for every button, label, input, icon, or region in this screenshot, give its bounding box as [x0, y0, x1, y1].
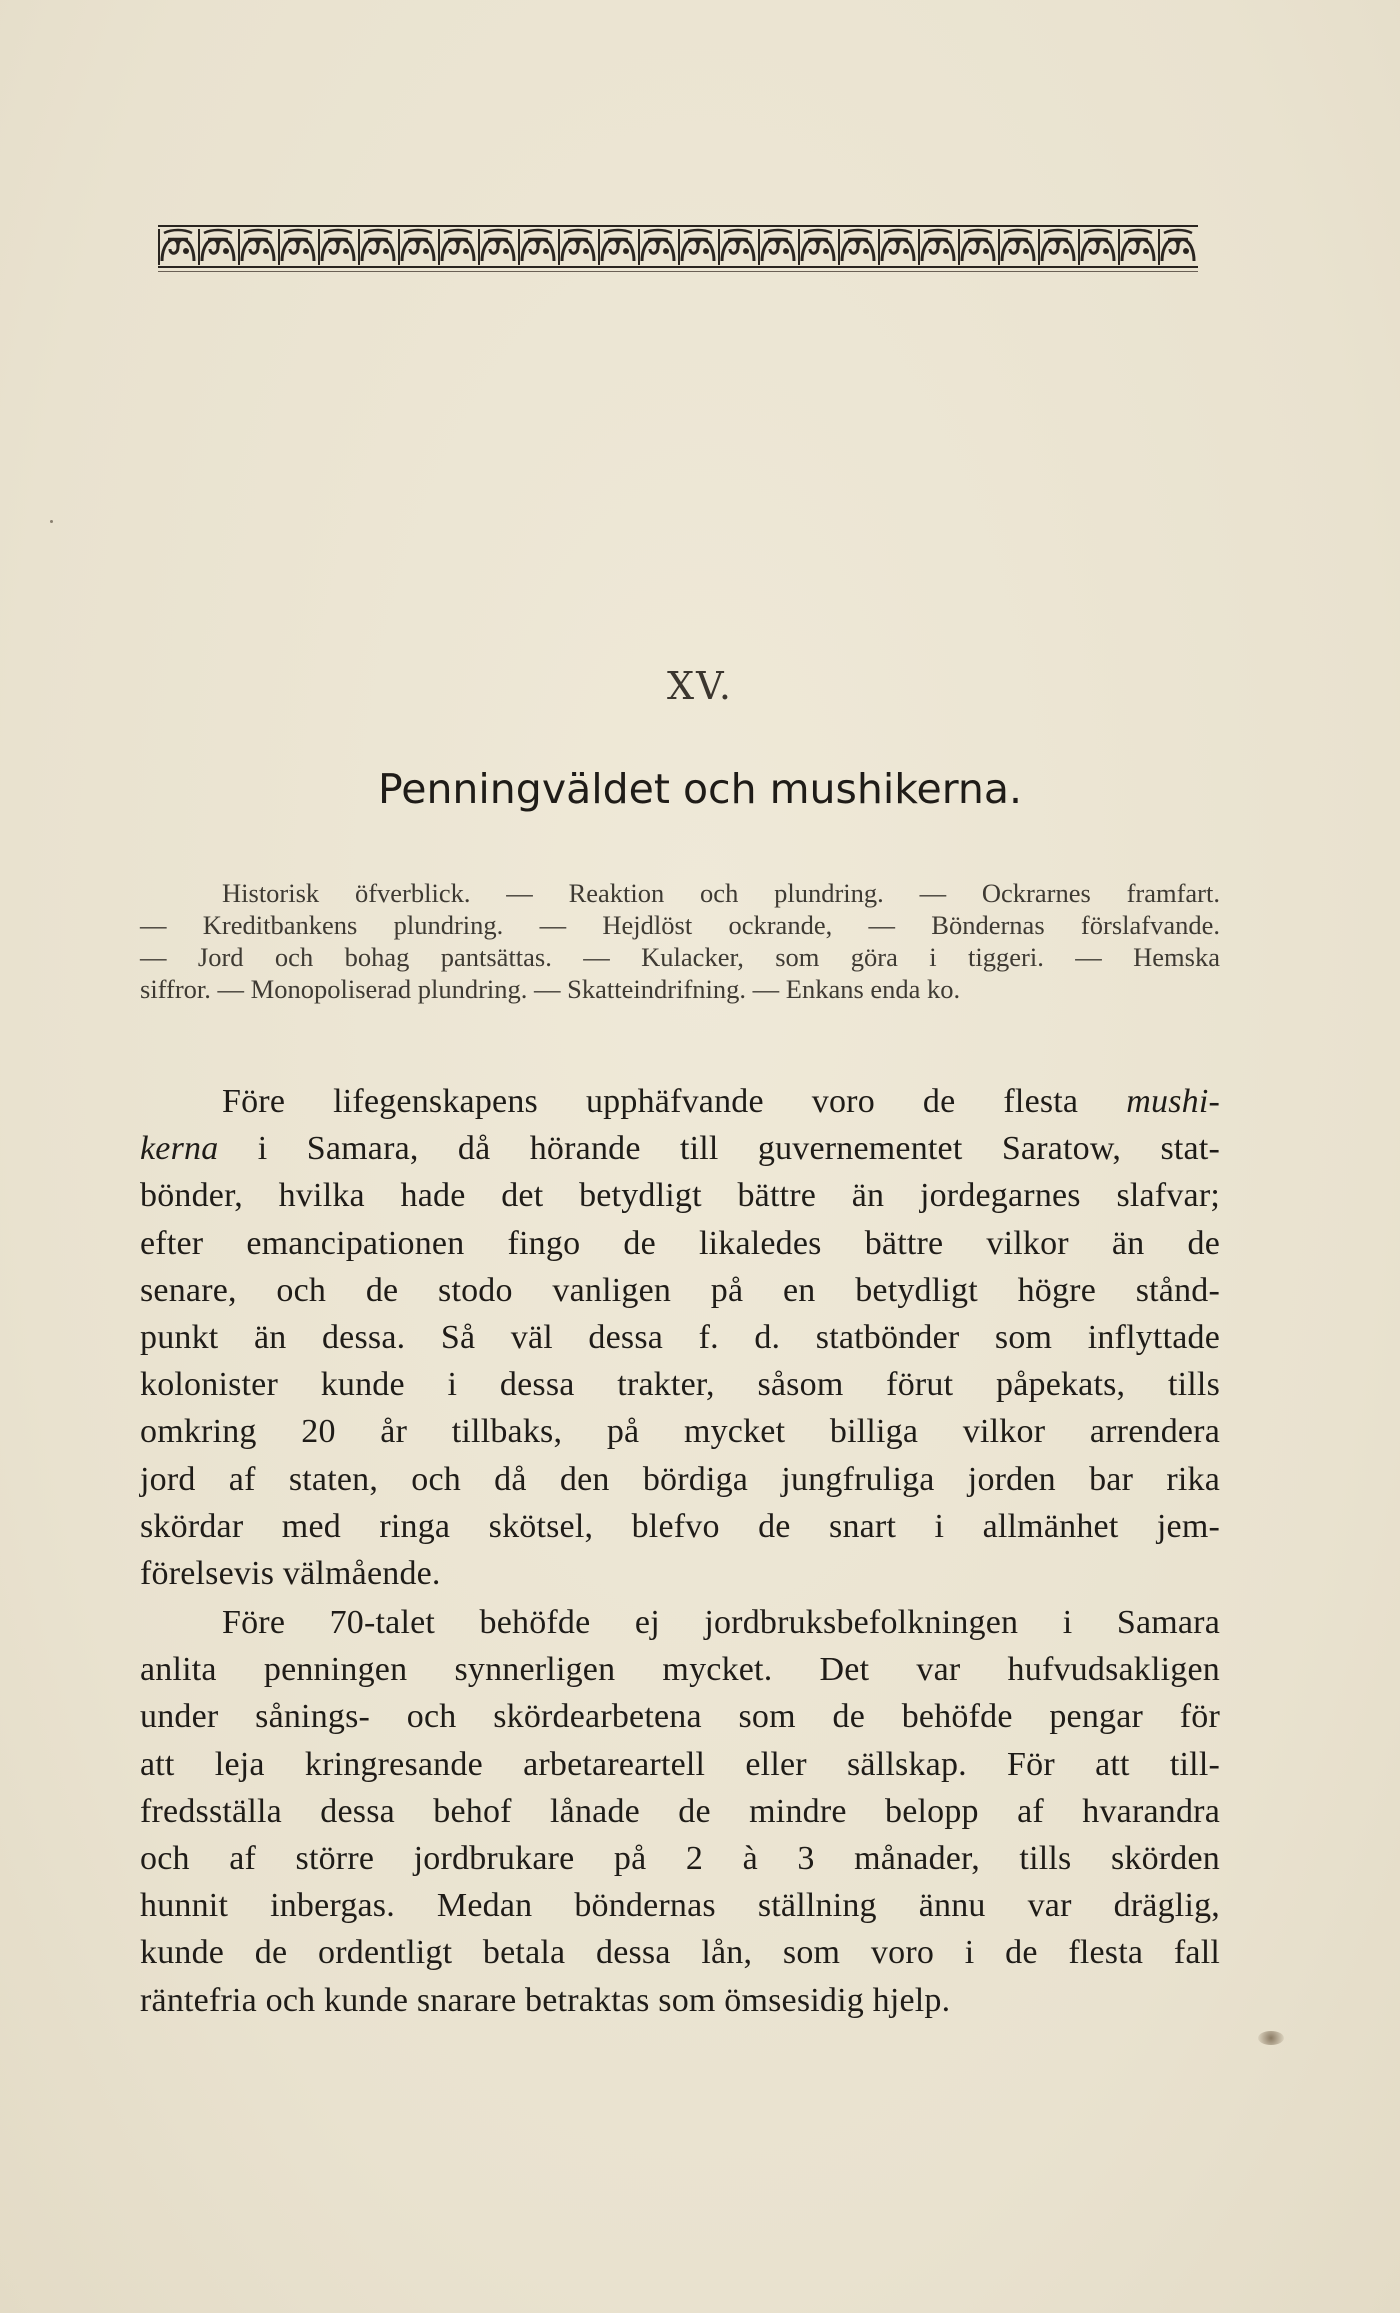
paragraph-line: anlita penningen synnerligen mycket. Det var hufvudsakligen [140, 1651, 1220, 1689]
italic-word: kerna [140, 1130, 219, 1168]
chapter-title: Penningväldet och mushikerna. [377, 765, 1023, 813]
paragraph-line: räntefria och kunde snarare betraktas som ömsesidig hjelp. [140, 1981, 951, 2019]
decorative-header-band [158, 225, 1198, 273]
ornament-motif [478, 229, 514, 265]
ornament-motif [878, 229, 914, 265]
ornament-motif [798, 229, 834, 265]
ornament-motif [638, 229, 674, 265]
ornament-motif [918, 229, 954, 265]
ornament-motif [558, 229, 594, 265]
paragraph-line: Före 70-talet behöfde ej jordbruksbefolkningen i Samara [222, 1604, 1220, 1641]
ink-smudge [1258, 2031, 1284, 2045]
ornament-motif [598, 229, 634, 265]
paragraph-line: jord af staten, och då den bördiga jungfruliga jorden bar rika [140, 1460, 1220, 1498]
ornament-motif [958, 229, 994, 265]
paragraph-line: skördar med ringa skötsel, blefvo de snart i allmänhet jem- [140, 1507, 1220, 1545]
italic-word: mushi- [1126, 1083, 1220, 1120]
ornament-motif [1038, 229, 1074, 265]
ornament-motif [238, 229, 274, 265]
paragraph-line: bönder, hvilka hade det betydligt bättre än jordegarnes slafvar; [140, 1177, 1220, 1215]
ornament-motif [438, 229, 474, 265]
ornament-motif [358, 229, 394, 265]
paragraph-line: under sånings- och skördearbetena som de behöfde pengar för [140, 1698, 1220, 1736]
paper-speck [50, 520, 53, 523]
paragraph-line: senare, och de stodo vanligen på en betydligt högre stånd- [140, 1271, 1220, 1309]
ornament-motif [398, 229, 434, 265]
ornament-motif [278, 229, 314, 265]
ornament-motif [758, 229, 794, 265]
paragraph-line: kunde de ordentligt betala dessa lån, som voro i de flesta fall [140, 1934, 1220, 1972]
ornament-motif [1158, 229, 1194, 265]
ornament-motif [318, 229, 354, 265]
ornament-motif [1118, 229, 1154, 265]
text-run: i Samara, då hörande till guvernementet Saratow, stat- [218, 1130, 1220, 1168]
summary-line: — Kreditbankens plundring. — Hejdlöst ockrande, — Böndernas förslafvande. [140, 910, 1220, 940]
paragraph-line [140, 1078, 1220, 1125]
paragraph-line: kolonister kunde i dessa trakter, såsom förut påpekats, tills [140, 1366, 1220, 1404]
summary-line: Historisk öfverblick. — Reaktion och plundring. — Ockrarnes framfart. [222, 878, 1220, 908]
summary-line: — Jord och bohag pantsättas. — Kulacker, som göra i tiggeri. — Hemska [140, 942, 1220, 972]
paragraph-line: punkt än dessa. Så väl dessa f. d. statbönder som inflyttade [140, 1319, 1220, 1357]
ornament-motif [998, 229, 1034, 265]
ornament-motif [838, 229, 874, 265]
ornament-motif [158, 229, 194, 265]
paragraph-2 [140, 1599, 1220, 2024]
paragraph-line: fredsställa dessa behof lånade de mindre belopp af hvarandra [140, 1792, 1220, 1830]
chapter-summary [140, 877, 1220, 1005]
summary-line: siffror. — Monopoliserad plundring. — Skatteindrifning. — Enkans enda ko. [140, 974, 961, 1004]
paragraph-line: att leja kringresande arbetareartell eller sällskap. För att till- [140, 1745, 1220, 1783]
paragraph-line: omkring 20 år tillbaks, på mycket billiga vilkor arrendera [140, 1413, 1220, 1451]
ornament-motif [678, 229, 714, 265]
ornament-motif [198, 229, 234, 265]
ornament-motif [518, 229, 554, 265]
paragraph-line: förelsevis välmående. [140, 1555, 441, 1593]
paragraph-line [140, 1125, 1220, 1172]
paragraph-1 [140, 1078, 1220, 1597]
paragraph-line: och af större jordbrukare på 2 à 3 månader, tills skörden [140, 1840, 1220, 1878]
ornament-motif [1078, 229, 1114, 265]
chapter-numeral: XV. [667, 664, 733, 708]
paragraph-line: efter emancipationen fingo de likaledes bättre vilkor än de [140, 1224, 1220, 1262]
text-run: Före lifegenskapens upphäfvande voro de flesta [222, 1083, 1127, 1120]
paragraph-line: hunnit inbergas. Medan böndernas ställning ännu var dräglig, [140, 1887, 1220, 1925]
ornament-motif [718, 229, 754, 265]
